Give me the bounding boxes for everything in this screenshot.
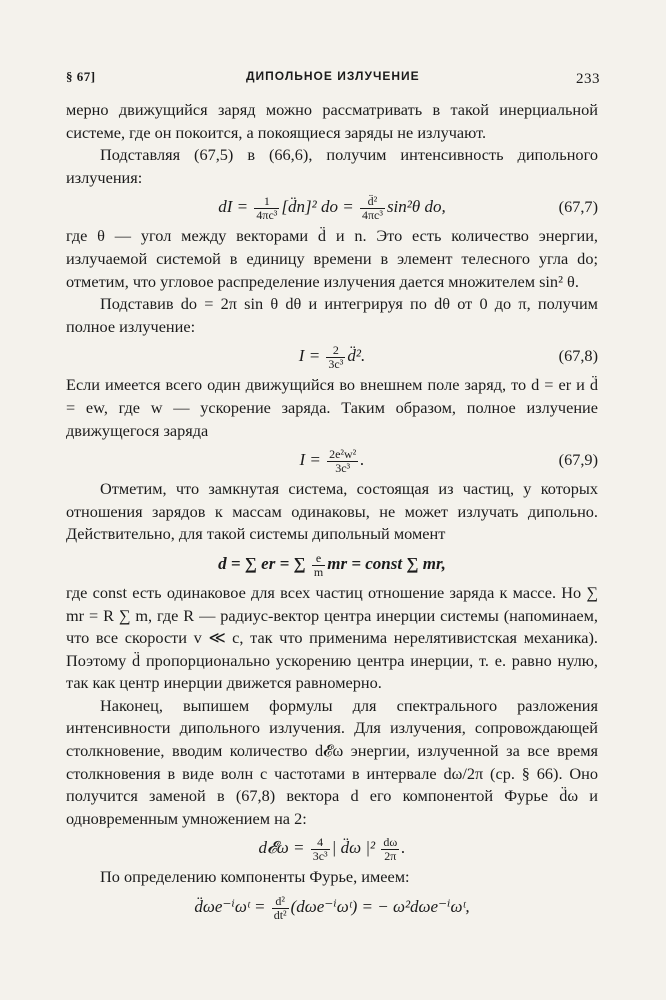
equation-number: (67,9) <box>558 450 598 470</box>
paragraph-7: где const есть одинаковое для всех частиц отношение заряда к массе. Но ∑ mr = R ∑ m, где R — радиус-вектор центра инерции системы (напоминаем, что все скорости v ≪ c, так что применима нерелятивистская механика). Поэтому d̈ пропорционально ускорению центра инерции, т. е. равно нулю, так как центр инерции движется равномерно. <box>66 582 598 693</box>
paragraph-8: Наконец, выпишем формулы для спектрального разложения интенсивности дипольного излучения. Для излучения, сопровождающей столкновение, вводим количество d𝓔ω энергии, излученной за все время столкновения в виде волн с частотами в интервале dω/2π (ср. § 66). Оно получится заменой в (67,8) вектора d его компонентой Фурье d̈ω и одновременным умножением на 2: <box>66 695 598 828</box>
running-title: ДИПОЛЬНОЕ ИЗЛУЧЕНИЕ <box>246 69 420 83</box>
page-number: 233 <box>576 71 600 87</box>
paragraph-9: По определению компоненты Фурье, имеем: <box>100 867 410 887</box>
equation-number: (67,7) <box>558 197 598 217</box>
paragraph-1: мерно движущийся заряд можно рассматривать в такой инерциальной системе, где он покоится, а покоящиеся заряды не излучают. <box>66 100 598 142</box>
equation-67-9: I = $\frac{\text{2e²w²}}{\text{3c³}}$ . (67,9) <box>66 442 598 478</box>
section-marker: § 67] <box>66 69 96 84</box>
equation-spectral: d𝓔ω = $\frac{4}{\text{3c³}}$ | d̈ω |² $\frac{d\omega}{2\pi}$ . <box>258 835 406 864</box>
page-body <box>66 99 598 925</box>
paragraph-4: Подставив do = 2π sin θ dθ и интегрируя по dθ от 0 до π, получим полное излучение: <box>66 294 598 336</box>
equation-dipole-moment: d = ∑ er = ∑ $\frac{e}{m}$ mr = const ∑ mr, <box>218 550 446 579</box>
paragraph-2: Подставляя (67,5) в (66,6), получим интенсивность дипольного излучения: <box>66 145 598 187</box>
paragraph-3: где θ — угол между векторами d̈ и n. Это есть количество энергии, излучаемой системой в единицу времени в элемент телесного угла do; отметим, что угловое распределение излучения дается множителем sin² θ. <box>66 226 598 291</box>
equation-fourier: d̈ωe⁻ⁱωᵗ = $\frac{\text{d²}}{\text{dt²}}$ (dωe⁻ⁱωᵗ) = − ω²dωe⁻ⁱωᵗ, <box>194 893 470 922</box>
equation-67-8: I = $\frac{2}{\text{3c³}}$ d̈². (67,8) <box>66 338 598 374</box>
paragraph-5: Если имеется всего один движущийся во внешнем поле заряд, то d = er и d̈ = ew, где w — ускорение заряда. Таким образом, полное излучение движущегося заряда <box>66 375 598 440</box>
equation-number: (67,8) <box>558 346 598 366</box>
equation-67-7: dI = $\frac{1}{\text{4πc³}}$ [d̈n]² do = $\frac{\text{d̈²}}{\text{4πc³}}$ sin²θ do, (67,7) <box>66 189 598 225</box>
paragraph-6: Отметим, что замкнутая система, состоящая из частиц, у которых отношения зарядов к массам одинаковы, не может излучать дипольно. Действительно, для такой системы дипольный момент <box>66 479 598 544</box>
